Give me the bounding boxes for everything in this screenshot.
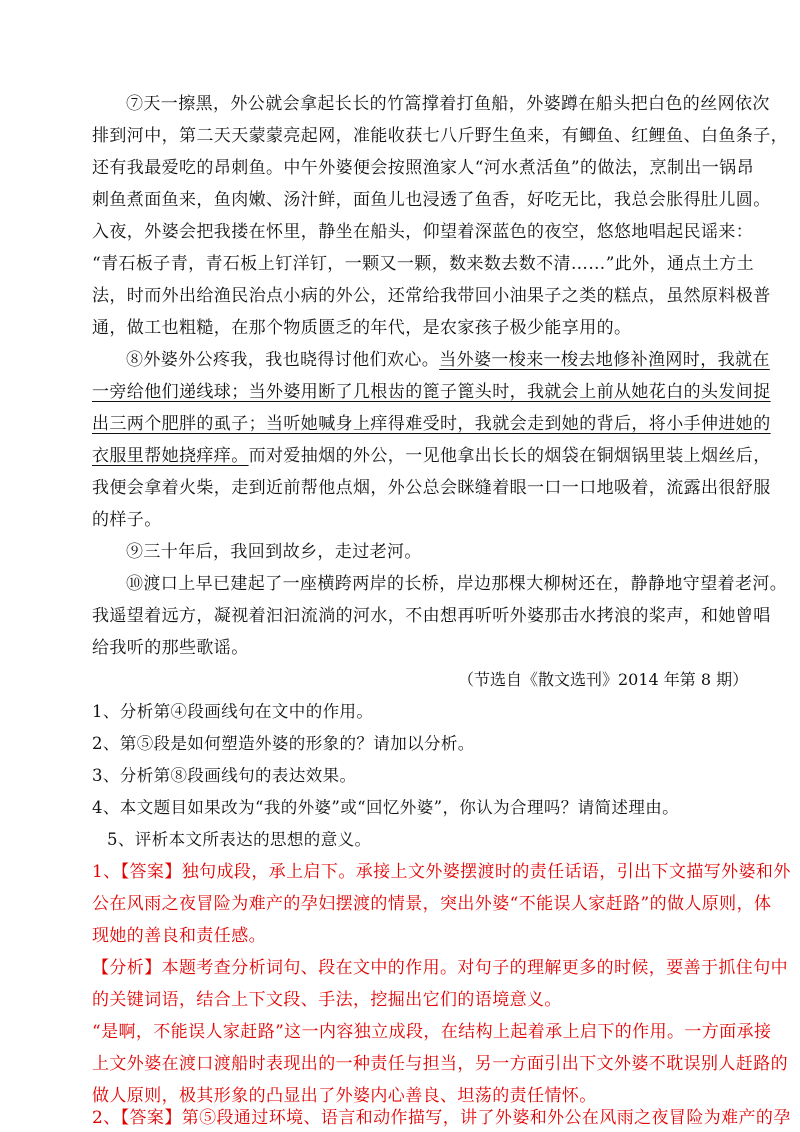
passage-p7-line-6: “青石板子青，青石板上钉洋钉，一颗又一颗，数来数去数不清……”此外，通点土方土 [92, 254, 754, 274]
passage-p8-plain-text: 而对爱抽烟的外公，一见他拿出长长的烟袋在铜烟锅里装上烟丝后， [248, 446, 771, 466]
answer-1-line-2: 公在风雨之夜冒险为难产的孕妇摆渡的情景，突出外婆“不能误人家赶路”的做人原则，体 [92, 894, 772, 914]
source-citation: （节选自《散文选刊》2014 年第 8 期） [458, 670, 749, 689]
passage-p8-line-2 [92, 381, 771, 403]
question-2: 2、第⑤段是如何塑造外婆的形象的？请加以分析。 [92, 734, 475, 753]
passage-p8-line-4 [92, 445, 771, 467]
answer-1-line-1: 1、【答案】独句成段，承上启下。承接上文外婆摆渡时的责任话语，引出下文描写外婆和外 [92, 862, 791, 882]
analysis-line-1: 【分析】本题考查分析词句、段在文中的作用。对句子的理解更多的时候，要善于抓住句中 [92, 958, 788, 978]
analysis-line-3: “是啊，不能误人家赶路”这一内容独立成段，在结构上起着承上启下的作用。一方面承接 [92, 1022, 772, 1042]
underlined-sentence: 出三两个肥胖的虱子；当听她喊身上痒得难受时，我就会走到她的背后，将小手伸进她的 [92, 414, 771, 434]
question-5: 5、评析本文所表达的思想的意义。 [107, 830, 372, 849]
passage-p8-plain-text: ⑧外婆外公疼我，我也晓得讨他们欢心。 [126, 350, 440, 370]
passage-p7-line-3: 还有我最爱吃的昂刺鱼。中午外婆便会按照渔家人“河水煮活鱼”的做法，烹制出一锅昂 [92, 158, 754, 178]
question-1: 1、分析第④段画线句在文中的作用。 [92, 702, 374, 721]
answer-1-line-3: 现她的善良和责任感。 [92, 926, 266, 946]
passage-p7-line-5: 入夜，外婆会把我搂在怀里，静坐在船头，仰望着深蓝色的夜空，悠悠地唱起民谣来： [92, 222, 754, 242]
analysis-line-4: 上文外婆在渡口渡船时表现出的一种责任与担当，另一方面引出下文外婆不耽误别人赶路的 [92, 1054, 788, 1074]
underlined-sentence: 当外婆一梭来一梭去地修补渔网时，我就在 [439, 350, 770, 370]
underlined-sentence: 一旁给他们递线球；当外婆用断了几根齿的篦子篦头时，我就会上前从她花白的头发间捉 [92, 382, 771, 402]
underlined-sentence: 衣服里帮她挠痒痒。 [92, 446, 249, 466]
question-3: 3、分析第⑧段画线句的表达效果。 [92, 766, 357, 785]
passage-p7-line-1: ⑦天一擦黑，外公就会拿起长长的竹篙撑着打鱼船，外婆蹲在船头把白色的丝网依次 [126, 94, 770, 114]
passage-p8-line-6: 的样子。 [92, 510, 162, 530]
question-4: 4、本文题目如果改为“我的外婆”或“回忆外婆”，你认为合理吗？请简述理由。 [92, 798, 680, 817]
passage-p10-line-2: 我遥望着远方，凝视着汩汩流淌的河水，不由想再听听外婆那击水拷浪的桨声，和她曾唱 [92, 606, 771, 626]
analysis-line-5: 做人原则，极其形象的凸显出了外婆内心善良、坦荡的责任情怀。 [92, 1086, 597, 1106]
analysis-line-2: 的关键词语，结合上下文段、手法，挖掘出它们的语境意义。 [92, 990, 562, 1010]
passage-p7-line-7: 法，时而外出给渔民治点小病的外公，还常给我带回小油果子之类的糕点，虽然原料极普 [92, 286, 771, 306]
passage-p8-line-5: 我便会拿着火柴，走到近前帮他点烟，外公总会眯缝着眼一口一口地吸着，流露出很舒服 [92, 478, 771, 498]
passage-p9: ⑨三十年后，我回到故乡，走过老河。 [126, 542, 422, 562]
passage-p7-line-8: 通，做工也粗糙，在那个物质匮乏的年代，是农家孩子极少能享用的。 [92, 318, 632, 338]
passage-p7-line-2: 排到河中，第二天天蒙蒙亮起网，准能收获七八斤野生鱼来，有鲫鱼、红鲤鱼、白鱼条子， [92, 126, 788, 146]
passage-p10-line-3: 给我听的那些歌谣。 [92, 638, 249, 658]
passage-p8-line-1 [126, 349, 770, 371]
passage-p10-line-1: ⑩渡口上早已建起了一座横跨两岸的长桥，岸边那棵大柳树还在，静静地守望着老河。 [126, 574, 788, 594]
passage-p8-line-3 [92, 413, 771, 435]
answer-2-line-1: 2、【答案】第⑤段通过环境、语言和动作描写，讲了外婆和外公在风雨之夜冒险为难产的孕 [92, 1108, 791, 1128]
passage-p7-line-4: 刺鱼煮面鱼来，鱼肉嫩、汤汁鲜，面鱼儿也浸透了鱼香，好吃无比，我总会胀得肚儿圆。 [92, 190, 771, 210]
